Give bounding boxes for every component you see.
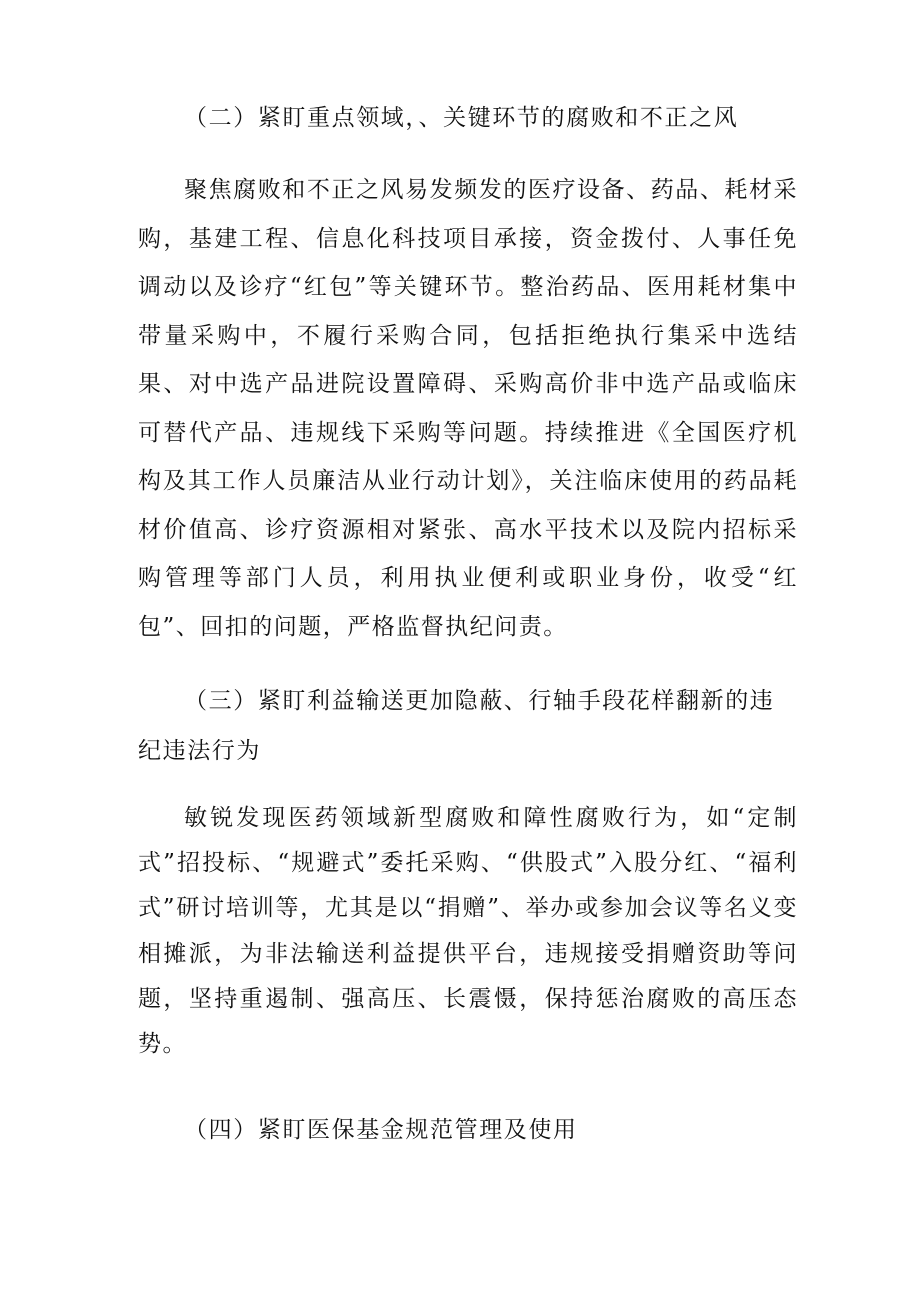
section-paragraph-3: 敏锐发现医药领域新型腐败和障性腐败行为，如“定制式”招投标、“规避式”委托采购、“供股式”入股分红、“福利式”研讨培训等，尤其是以“捐赠”、举办或参加会议等名义变相摊派，为非法输送利益提供平台，违规接受捐赠资助等问题，坚持重遏制、强高压、长震慑，保持惩治腐败的高压态势。 [138, 805, 798, 1058]
section-heading-3: （三）紧盯利益输送更加隐蔽、行轴手段花样翻新的违纪违法行为 [138, 688, 775, 764]
section-heading-2: （二）紧盯重点领域，、关键环节的腐败和不正之风 [184, 105, 739, 131]
section-paragraph-2: 聚焦腐败和不正之风易发频发的医疗设备、药品、耗材采购，基建工程、信息化科技项目承接，资金拨付、人事任免调动以及诊疗“红包”等关键环节。整治药品、医用耗材集中带量采购中，不履行采购合同，包括拒绝执行集采中选结果、对中选产品进院设置障碍、采购高价非中选产品或临床可替代产品、违规线下采购等问题。持续推进《全国医疗机构及其工作人员廉洁从业行动计划》，关注临床使用的药品耗材价值高、诊疗资源相对紧张、高水平技术以及院内招标采购管理等部门人员，利用执业便利或职业身份，收受“红包”、回扣的问题，严格监督执纪问责。 [138, 177, 798, 640]
section-heading-4: （四）紧盯医保基金规范管理及使用 [184, 1117, 578, 1143]
